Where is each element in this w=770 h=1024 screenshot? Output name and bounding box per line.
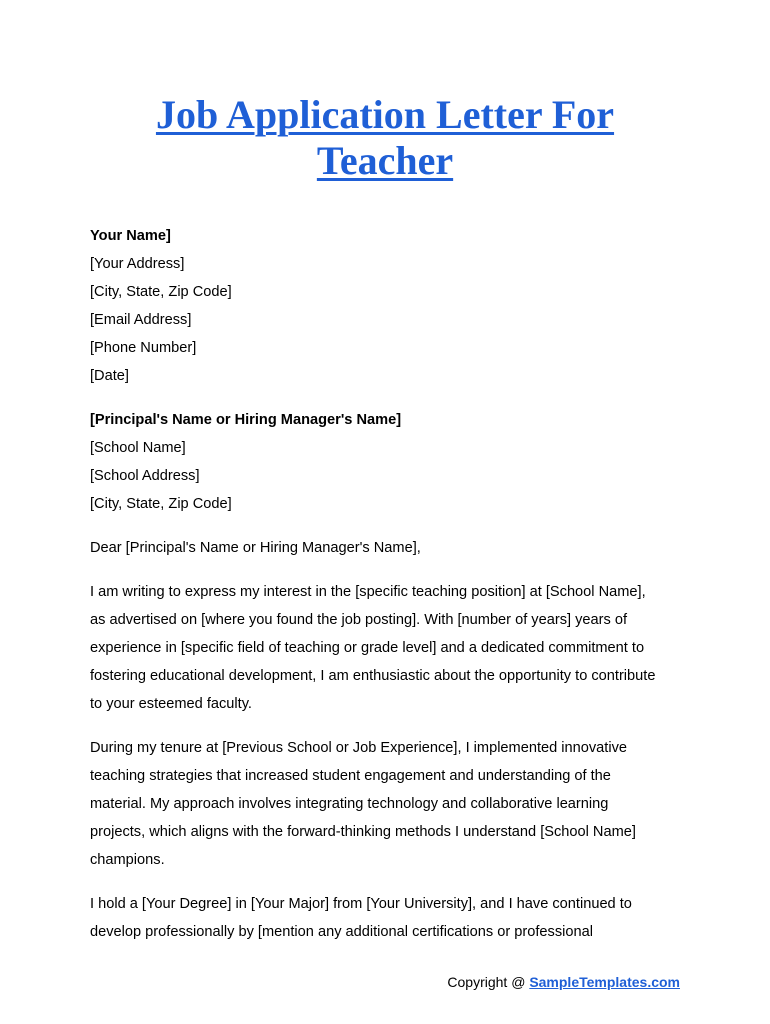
paragraph-line: I hold a [Your Degree] in [Your Major] from [Your University], and I have continued to xyxy=(90,896,632,912)
paragraph-line: fostering educational development, I am enthusiastic about the opportunity to contribute xyxy=(90,668,656,684)
paragraph-line: to your esteemed faculty. xyxy=(90,696,252,712)
document-title xyxy=(0,92,770,184)
paragraph-line: During my tenure at [Previous School or Job Experience], I implemented innovative xyxy=(90,740,627,756)
recipient-school-address: [School Address] xyxy=(90,468,200,484)
recipient-city-state-zip: [City, State, Zip Code] xyxy=(90,496,232,512)
paragraph-line: develop professionally by [mention any additional certifications or professional xyxy=(90,924,593,940)
paragraph-line: as advertised on [where you found the job posting]. With [number of years] years of xyxy=(90,612,628,628)
sender-name: Your Name] xyxy=(90,228,171,244)
salutation xyxy=(90,534,690,562)
sender-email: [Email Address] xyxy=(90,312,192,328)
copyright-footer xyxy=(447,971,680,993)
recipient-block xyxy=(90,406,690,518)
paragraph-line: teaching strategies that increased student engagement and understanding of the xyxy=(90,768,611,784)
paragraph-line: projects, which aligns with the forward-thinking methods I understand [School Name] xyxy=(90,824,636,840)
paragraph-experience xyxy=(90,734,690,874)
title-line-2: Teacher xyxy=(316,138,454,183)
paragraph-line: champions. xyxy=(90,852,165,868)
recipient-name: [Principal's Name or Hiring Manager's Name] xyxy=(90,412,402,428)
paragraph-education xyxy=(90,890,690,946)
sender-address: [Your Address] xyxy=(90,256,185,272)
letter-date: [Date] xyxy=(90,368,129,384)
paragraph-intro xyxy=(90,578,690,718)
paragraph-line: experience in [specific field of teaching or grade level] and a dedicated commitment to xyxy=(90,640,645,656)
salutation-text: Dear [Principal's Name or Hiring Manager's Name], xyxy=(90,540,421,556)
recipient-school-name: [School Name] xyxy=(90,440,186,456)
paragraph-line: material. My approach involves integrating technology and collaborative learning xyxy=(90,796,609,812)
sender-city-state-zip: [City, State, Zip Code] xyxy=(90,284,232,300)
sampletemplates-link[interactable]: SampleTemplates.com xyxy=(529,974,680,990)
sender-phone: [Phone Number] xyxy=(90,340,197,356)
copyright-text: Copyright @ xyxy=(447,974,530,990)
paragraph-line: I am writing to express my interest in the [specific teaching position] at [School Name], xyxy=(90,584,646,600)
sender-block xyxy=(90,222,690,390)
title-line-1: Job Application Letter For xyxy=(155,92,615,137)
